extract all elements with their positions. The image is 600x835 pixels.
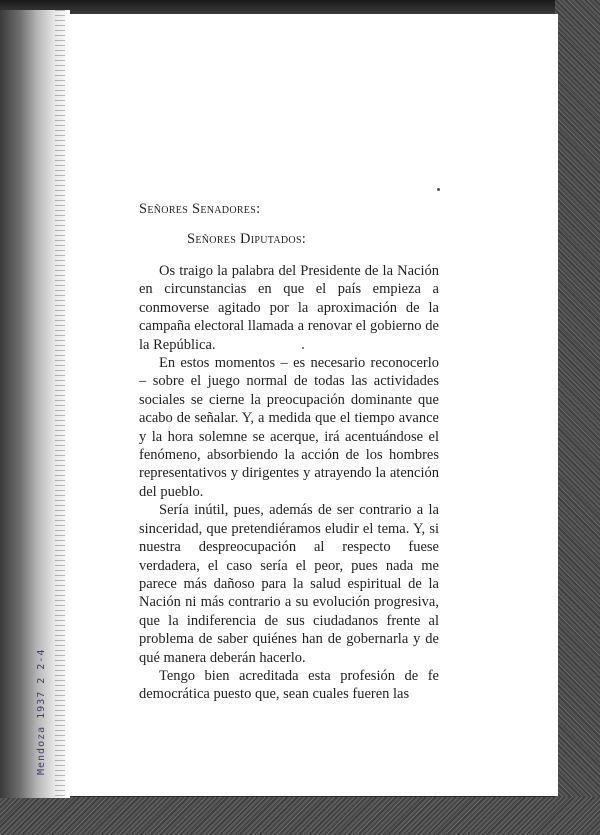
paragraph-4: Tengo bien acreditada esta profesión de fe democrática puesto que, sean cuales fueren las <box>139 667 439 703</box>
gutter-texture <box>55 10 65 796</box>
salutation-diputados: Señores Diputados: <box>187 231 307 247</box>
salutation-senadores: Señores Senadores: <box>139 201 261 217</box>
bottom-scan-edge <box>0 797 600 835</box>
ink-speck <box>437 188 440 191</box>
paragraph-3: Sería inútil, pues, además de ser contrario a la sinceridad, que pretendiéramos eludir el tema. Y, si nuestra despreocupación al respecto fuese verdadera, el caso sería el peor, pues nada me parece más dañoso para la salud espiritual de la Nación ni más contrario a su evolución progresiva, que la indiferencia de sus ciudadanos frente al problema de saber quiénes han de gobernarla y de qué manera deberán hacerlo. <box>139 502 439 666</box>
margin-stamp: Mendoza 1937 2 2-4 <box>36 648 47 775</box>
top-scan-shadow <box>0 0 600 14</box>
paragraph-2: En estos momentos – es necesario reconocerlo – sobre el juego normal de todas las actividades sociales se cierne la preocupación dominante que acabo de señalar. Y, a medida que el tiempo avance y la hora solemne se acerque, irá acentuándose el fenómeno, absorbiendo la acción de los hombres representativos y dirigentes y atrayendo la atención del pueblo. <box>139 355 439 500</box>
paragraph-1: Os traigo la palabra del Presidente de la Nación en circunstancias en que el país empieza a conmoverse agitado por la aproximación de la campaña electoral llamada a renovar el gobierno de la República. <box>139 263 439 353</box>
speech-text <box>139 200 439 704</box>
right-scan-edge <box>555 0 600 835</box>
